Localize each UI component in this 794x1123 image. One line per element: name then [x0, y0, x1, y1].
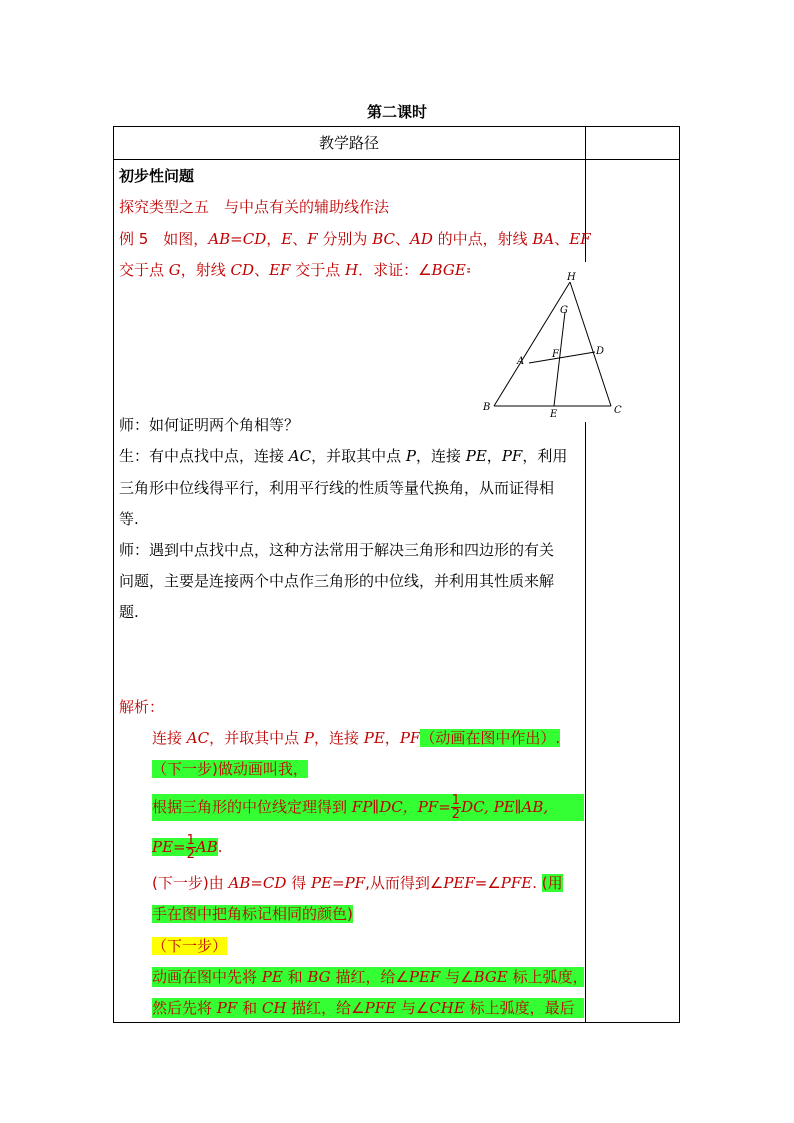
text: 交于点 [290, 261, 345, 279]
text: 、 [554, 230, 570, 248]
text: 根据三角形的中位线定理得到 [152, 798, 352, 816]
math: PF [399, 729, 421, 747]
text: 交于点 [119, 261, 169, 279]
text: 生：有中点找中点，连接 [119, 447, 289, 465]
dialogue-teacher-2: 师：遇到中点找中点，这种方法常用于解决三角形和四边形的有关 [119, 541, 555, 559]
segment-AD [529, 352, 595, 363]
math: PFE [364, 999, 397, 1017]
highlight-note: （动画在图中作出）. [420, 729, 561, 747]
text: ,从而得到∠ [365, 874, 444, 892]
math: G [168, 261, 181, 279]
dialogue-student-1-cont: 三角形中位线得平行，利用平行线的性质等量代换角，从而证得相 [119, 479, 555, 497]
text: ，利用 [522, 447, 568, 465]
text: 与∠ [440, 968, 474, 986]
table-header-teaching-path: 教学路径 [318, 134, 379, 152]
dialogue-teacher-2-end: 题. [119, 603, 139, 621]
text: . [217, 838, 223, 856]
text: =∠ [474, 874, 501, 892]
math: CHE [491, 261, 528, 279]
analysis-step-2 [152, 759, 308, 779]
text: 分别为 [317, 230, 373, 248]
dialogue-student-1-end: 等. [119, 510, 139, 528]
highlight-note: (用 [541, 874, 563, 892]
math: BC [372, 230, 395, 248]
text: 、 [292, 230, 308, 248]
math: FP∥DC [351, 798, 403, 816]
highlight-note: （下一步)做动画叫我， [152, 760, 308, 778]
analysis-step-6 [152, 904, 353, 924]
math: AC [186, 729, 210, 747]
text: ， [486, 447, 502, 465]
text: 的中点，射线 [432, 230, 533, 248]
analysis-step-1 [152, 728, 560, 748]
math: EF [269, 261, 291, 279]
math: AB=CD [228, 874, 287, 892]
label-C: C [614, 405, 622, 416]
text: ，连接 [415, 447, 466, 465]
math: F [307, 230, 318, 248]
fraction-one-half: $\frac{1}{2}$ [186, 833, 195, 862]
math: P [405, 447, 416, 465]
analysis-step-4 [152, 834, 223, 861]
analysis-label: 解析： [119, 698, 165, 716]
math: CHE [429, 999, 465, 1017]
text: . [532, 874, 542, 892]
math: AB [195, 838, 218, 856]
text: ，并取其中点 [209, 729, 304, 747]
text: 和 [237, 999, 262, 1017]
math: DC [461, 798, 485, 816]
label-D: D [596, 346, 605, 357]
math: CD [230, 261, 255, 279]
math: EF [569, 230, 591, 248]
math: E [281, 230, 293, 248]
geometry-figure [470, 262, 630, 422]
ray-CH [570, 282, 611, 406]
text: 标上弧度， [507, 968, 588, 986]
math: AD [410, 230, 433, 248]
label-E: E [550, 409, 558, 420]
ray-BH [494, 282, 570, 406]
math: AC [288, 447, 312, 465]
math: ，PF= [402, 798, 451, 816]
text: ，射线 [180, 261, 231, 279]
example-label: 例 5 如图， [119, 230, 209, 248]
math: , PE∥AB, [484, 798, 549, 816]
dialogue-teacher-2-cont: 问题，主要是连接两个中点作三角形的中位线，并利用其性质来解 [119, 572, 555, 590]
text: ， [384, 729, 400, 747]
text: =∠ [465, 261, 492, 279]
math: PEF [408, 968, 441, 986]
text: 描红，给∠ [286, 999, 365, 1017]
text: (下一步)由 [152, 874, 229, 892]
math: PE [363, 729, 385, 747]
analysis-step-9 [152, 998, 584, 1018]
math: AB=CD [208, 230, 267, 248]
text: ，连接 [313, 729, 364, 747]
math: PFE [500, 874, 533, 892]
math: PE [261, 968, 283, 986]
math: PF [216, 999, 238, 1017]
section-title: 初步性问题 [119, 167, 195, 185]
text: ．求证：∠ [358, 261, 432, 279]
dialogue-teacher-1: 师：如何证明两个角相等？ [119, 416, 300, 434]
label-G: G [560, 305, 568, 316]
text: 动画在图中先将 [152, 968, 262, 986]
dialogue-student-1 [119, 446, 567, 466]
example-line-1 [119, 229, 591, 249]
analysis-step-5 [152, 873, 563, 893]
text: 与∠ [396, 999, 430, 1017]
math: H [344, 261, 359, 279]
page-title: 第二课时 [366, 103, 427, 121]
text: 得 [286, 874, 311, 892]
label-F: F [552, 349, 559, 360]
analysis-step-8 [152, 967, 588, 987]
text: ． [527, 261, 543, 279]
analysis-step-3 [152, 794, 584, 821]
math: PE=PF [310, 874, 366, 892]
text: 、 [394, 230, 410, 248]
explore-title: 探究类型之五 与中点有关的辅助线作法 [119, 198, 390, 216]
label-H: H [567, 272, 576, 283]
math: BA [532, 230, 555, 248]
table-header-divider [113, 159, 680, 160]
text: 然后先将 [152, 999, 217, 1017]
math: PE= [152, 838, 186, 856]
math: PE [465, 447, 487, 465]
text: 描红，给∠ [330, 968, 409, 986]
text: ，并取其中点 [311, 447, 406, 465]
math: PF [501, 447, 523, 465]
text: 、 [254, 261, 270, 279]
math: PEF [443, 874, 475, 892]
math: BG [307, 968, 331, 986]
text: ， [266, 230, 282, 248]
text: 标上弧度，最后 [464, 999, 575, 1017]
highlight-next-step: （下一步） [152, 937, 228, 955]
highlight-note: 手在图中把角标记相同的颜色) [152, 905, 353, 923]
analysis-step-7 [152, 936, 227, 956]
table-column-divider [585, 126, 586, 1023]
fraction-one-half: $\frac{1}{2}$ [451, 793, 461, 822]
math: P [303, 729, 314, 747]
label-B: B [483, 402, 491, 413]
label-A: A [517, 356, 525, 367]
highlight-math [152, 833, 218, 862]
math: CH [261, 999, 287, 1017]
math: BGE [431, 261, 466, 279]
text: 和 [282, 968, 308, 986]
math: BGE [473, 968, 508, 986]
text: 连接 [152, 729, 187, 747]
